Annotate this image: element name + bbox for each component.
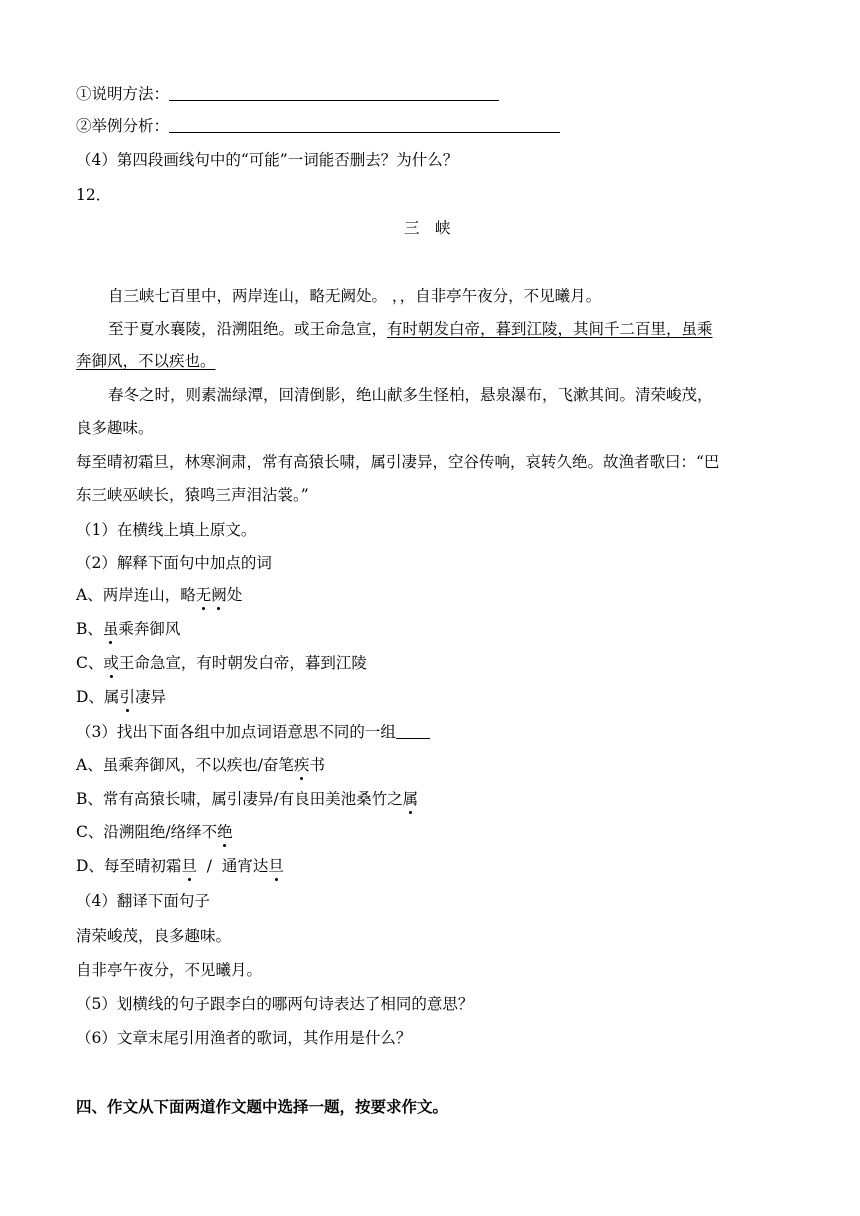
question-5: （5）划横线的句子跟李白的哪两句诗表达了相同的意思？: [76, 995, 474, 1013]
question-11-4: （4）第四段画线句中的“可能”一词能否删去？为什么？: [76, 151, 459, 169]
passage-title: 三 峡: [404, 219, 451, 237]
q2-d-dotted: 引: [119, 688, 135, 706]
q2-b-dotted: 虽: [102, 620, 119, 638]
q2-d-text-end: 凄异: [134, 688, 166, 706]
q2-option-a: [76, 585, 242, 605]
question-1: （1）在横线上填上原文。: [76, 521, 257, 539]
passage-paragraph-3-line-2: 良多趣味。: [76, 419, 154, 437]
question-12-number: 12．: [76, 186, 112, 204]
passage-paragraph-2-line-1: [108, 319, 713, 339]
q3-b-text: B、常有高猿长啸，属引凄异/有良田美池桑竹之: [76, 790, 403, 808]
q3-a-text-end: 书: [309, 756, 325, 774]
q3-d-text: D、每至晴初霜: [76, 857, 182, 875]
q3-d-dotted-2: 旦: [268, 857, 284, 875]
q2-c-label: C、: [76, 654, 104, 672]
q3-answer-blank[interactable]: [396, 722, 430, 739]
q3-text: （3）找出下面各组中加点词语意思不同的一组: [76, 723, 396, 741]
method-label: ①说明方法：: [76, 85, 170, 103]
example-answer-line: [76, 116, 560, 136]
q2-a-dotted-1: 无: [195, 586, 212, 604]
q3-option-a: [76, 755, 325, 775]
example-blank[interactable]: [169, 116, 560, 133]
q2-b-label: B、: [76, 620, 103, 638]
q2-b-text: 乘奔御风: [118, 620, 181, 638]
q3-c-text: C、沿溯阻绝/络绎不: [76, 823, 218, 841]
p2-underlined-text: 有时朝发白帝，暮到江陵，其间千二百里，虽乘: [387, 320, 713, 338]
method-blank[interactable]: [169, 84, 499, 101]
q4-sentence-2: 自非亭午夜分，不见曦月。: [76, 961, 263, 979]
passage-paragraph-4-line-2: 东三峡巫峡长，猿鸣三声泪沾裳。”: [76, 486, 309, 504]
p2-underlined-text-cont: 奔御风，不以疾也。: [76, 352, 216, 370]
q2-c-dotted: 或: [103, 654, 119, 672]
example-label: ②举例分析：: [76, 117, 170, 135]
q3-option-d: [76, 856, 284, 876]
passage-paragraph-3-line-1: 春冬之时，则素湍绿潭，回清倒影，绝山献多生怪柏，悬泉瀑布，飞漱其间。清荣峻茂，: [108, 386, 713, 404]
q2-option-b: [76, 619, 180, 639]
section-4-heading: 四、作文从下面两道作文题中选择一题，按要求作文。: [76, 1097, 449, 1116]
q3-c-dotted: 绝: [217, 823, 233, 841]
question-4: （4）翻译下面句子: [76, 892, 210, 910]
q3-a-text: A、虽乘奔御风，不以疾也/奋笔: [76, 756, 294, 774]
passage-paragraph-1: 自三峡七百里中，两岸连山，略无阙处。 ，，自非亭午夜分，不见曦月。: [108, 287, 602, 305]
q3-d-text-mid: / 通宵达: [196, 857, 269, 875]
q3-a-dotted: 疾: [293, 756, 310, 774]
passage-paragraph-2-line-2: [76, 351, 216, 371]
q2-a-text: A、两岸连山，略: [76, 586, 196, 604]
q3-b-dotted: 属: [402, 790, 419, 808]
q3-option-c: [76, 822, 233, 842]
q2-a-dotted-2: 阙: [211, 586, 227, 604]
q2-d-text: D、属: [76, 688, 120, 706]
q2-option-c: [76, 653, 367, 673]
q3-option-b: [76, 789, 418, 809]
q3-d-dotted-1: 旦: [181, 857, 197, 875]
p2-text: 至于夏水襄陵，沿溯阻绝。或王命急宣，: [108, 320, 388, 338]
method-answer-line: [76, 84, 499, 104]
question-3: [76, 722, 430, 742]
q2-option-d: [76, 687, 166, 707]
q2-c-text: 王命急宣，有时朝发白帝，暮到江陵: [118, 654, 367, 672]
q2-a-text-end: 处: [226, 586, 243, 604]
passage-paragraph-4-line-1: 每至晴初霜旦，林寒涧肃，常有高猿长啸，属引凄异，空谷传响，哀转久绝。故渔者歌曰：“巴: [76, 453, 720, 471]
q4-sentence-1: 清荣峻茂，良多趣味。: [76, 927, 232, 945]
question-2: （2）解释下面句中加点的词: [76, 554, 272, 572]
question-6: （6）文章末尾引用渔者的歌词，其作用是什么？: [76, 1029, 412, 1047]
